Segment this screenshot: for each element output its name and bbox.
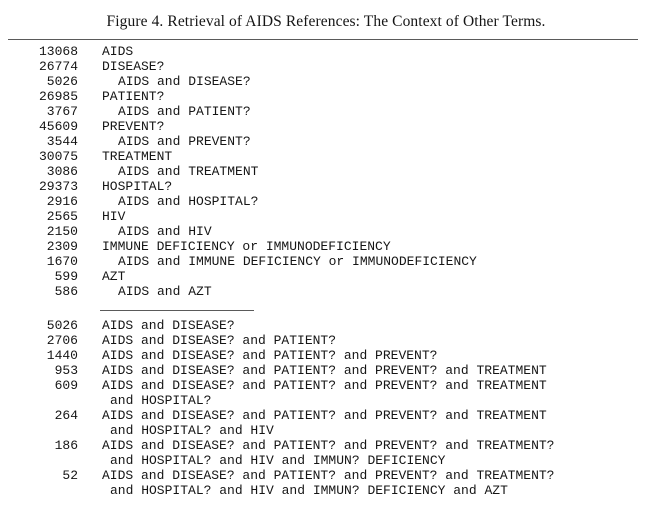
reference-count: 599 [54, 269, 78, 284]
term-count-row [0, 74, 652, 89]
reference-count: 609 [54, 378, 78, 393]
search-combination: AIDS and DISEASE? [102, 318, 235, 333]
combination-row-continuation [0, 483, 652, 498]
search-term: AZT [102, 269, 126, 284]
reference-count: 1440 [46, 348, 78, 363]
reference-count: 264 [54, 408, 78, 423]
reference-count: 30075 [38, 149, 78, 164]
combined-term-counts-table [0, 318, 652, 498]
term-count-row [0, 179, 652, 194]
search-term: AIDS and HIV [118, 224, 212, 239]
term-count-row [0, 194, 652, 209]
search-term: AIDS and PATIENT? [118, 104, 251, 119]
top-rule [8, 39, 638, 40]
reference-count: 2916 [46, 194, 78, 209]
reference-count: 3544 [46, 134, 78, 149]
search-combination: AIDS and DISEASE? and PATIENT? and PREVENT? and TREATMENT? [102, 438, 555, 453]
search-term: AIDS and IMMUNE DEFICIENCY or IMMUNODEFICIENCY [118, 254, 477, 269]
reference-count: 2565 [46, 209, 78, 224]
combination-row [0, 333, 652, 348]
combination-row [0, 348, 652, 363]
search-term: PATIENT? [102, 89, 165, 104]
reference-count: 2150 [46, 224, 78, 239]
figure-caption: Figure 4. Retrieval of AIDS References: The Context of Other Terms. [106, 13, 546, 30]
reference-count: 586 [54, 284, 78, 299]
reference-count: 5026 [46, 74, 78, 89]
search-combination-continuation: and HOSPITAL? and HIV [110, 423, 274, 438]
single-term-counts-table [0, 44, 652, 299]
combination-row [0, 438, 652, 453]
reference-count: 5026 [46, 318, 78, 333]
term-count-row [0, 134, 652, 149]
search-term: AIDS [102, 44, 134, 59]
combination-row [0, 378, 652, 393]
search-term: AIDS and HOSPITAL? [118, 194, 259, 209]
term-count-row [0, 59, 652, 74]
combination-row [0, 363, 652, 378]
combination-row [0, 468, 652, 483]
search-term: DISEASE? [102, 59, 165, 74]
search-term: AIDS and AZT [118, 284, 212, 299]
reference-count: 2706 [46, 333, 78, 348]
search-term: HIV [102, 209, 126, 224]
term-count-row [0, 164, 652, 179]
search-term: HOSPITAL? [102, 179, 173, 194]
term-count-row [0, 284, 652, 299]
search-term: TREATMENT [102, 149, 173, 164]
search-term: AIDS and TREATMENT [118, 164, 259, 179]
combination-row-continuation [0, 393, 652, 408]
reference-count: 2309 [46, 239, 78, 254]
reference-count: 953 [54, 363, 78, 378]
combination-row-continuation [0, 453, 652, 468]
reference-count: 45609 [38, 119, 78, 134]
search-term: AIDS and PREVENT? [118, 134, 251, 149]
search-term: PREVENT? [102, 119, 165, 134]
combination-row [0, 318, 652, 333]
term-count-row [0, 224, 652, 239]
reference-count: 26774 [38, 59, 78, 74]
combination-row-continuation [0, 423, 652, 438]
reference-count: 52 [62, 468, 78, 483]
search-combination: AIDS and DISEASE? and PATIENT? and PREVENT? and TREATMENT [102, 408, 547, 423]
term-count-row [0, 44, 652, 59]
search-combination: AIDS and DISEASE? and PATIENT? and PREVENT? and TREATMENT? [102, 468, 555, 483]
section-divider [100, 310, 254, 311]
search-combination: AIDS and DISEASE? and PATIENT? and PREVENT? [102, 348, 438, 363]
reference-count: 3086 [46, 164, 78, 179]
combination-row [0, 408, 652, 423]
term-count-row [0, 239, 652, 254]
term-count-row [0, 209, 652, 224]
term-count-row [0, 269, 652, 284]
term-count-row [0, 119, 652, 134]
search-term: AIDS and DISEASE? [118, 74, 251, 89]
reference-count: 186 [54, 438, 78, 453]
term-count-row [0, 104, 652, 119]
term-count-row [0, 149, 652, 164]
reference-count: 29373 [38, 179, 78, 194]
search-combination-continuation: and HOSPITAL? [110, 393, 212, 408]
reference-count: 1670 [46, 254, 78, 269]
search-combination-continuation: and HOSPITAL? and HIV and IMMUN? DEFICIENCY [110, 453, 446, 468]
term-count-row [0, 89, 652, 104]
search-term: IMMUNE DEFICIENCY or IMMUNODEFICIENCY [102, 239, 391, 254]
term-count-row [0, 254, 652, 269]
search-combination: AIDS and DISEASE? and PATIENT? [102, 333, 337, 348]
reference-count: 26985 [38, 89, 78, 104]
search-combination: AIDS and DISEASE? and PATIENT? and PREVENT? and TREATMENT [102, 363, 547, 378]
reference-count: 13068 [38, 44, 78, 59]
search-combination: AIDS and DISEASE? and PATIENT? and PREVENT? and TREATMENT [102, 378, 547, 393]
search-combination-continuation: and HOSPITAL? and HIV and IMMUN? DEFICIENCY and AZT [110, 483, 508, 498]
reference-count: 3767 [46, 104, 78, 119]
